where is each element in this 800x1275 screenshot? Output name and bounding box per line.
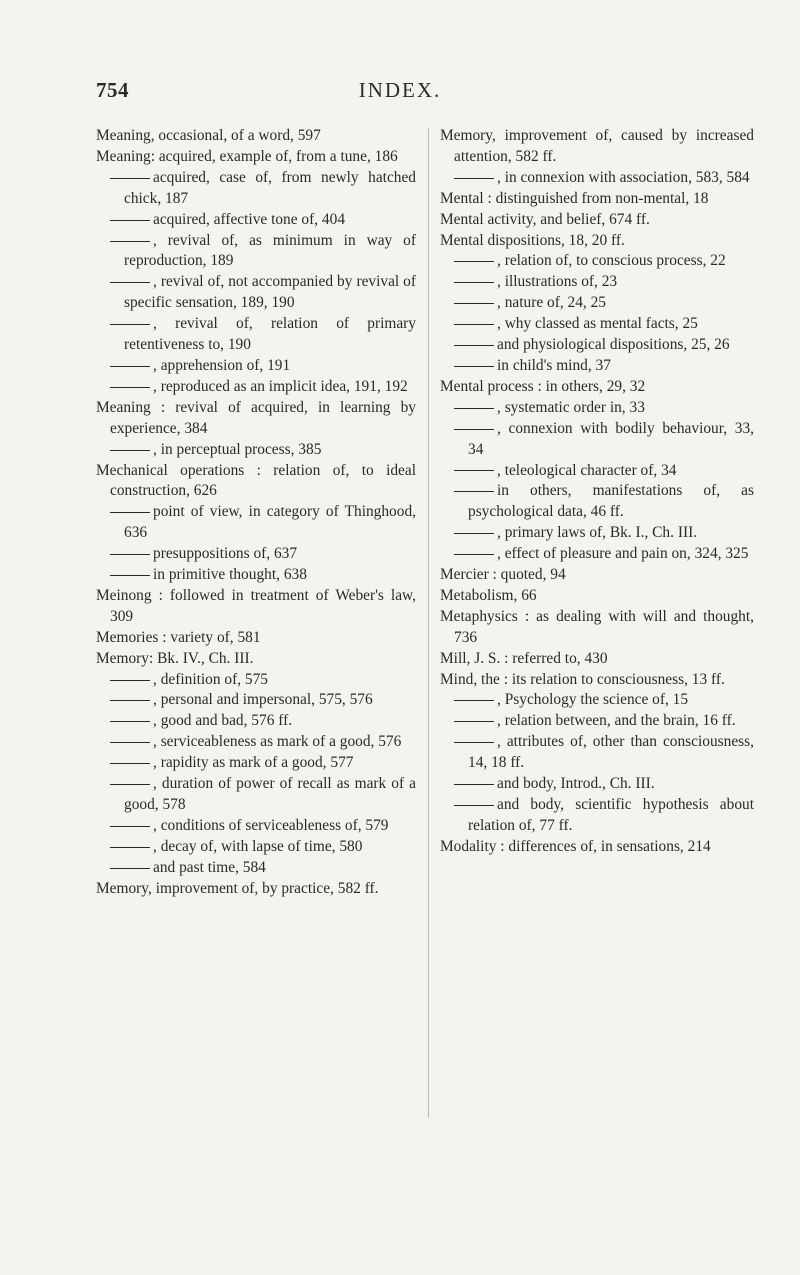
repeat-dash <box>454 554 494 555</box>
index-entry <box>440 523 754 544</box>
repeat-dash <box>454 282 494 283</box>
index-entry <box>440 481 754 523</box>
repeat-dash <box>454 721 494 722</box>
repeat-dash <box>110 826 150 827</box>
index-entry <box>96 816 416 837</box>
index-entry-text: , effect of pleasure and pain on, 324, 325 <box>497 545 749 563</box>
index-entry <box>440 231 754 252</box>
index-entry <box>96 670 416 691</box>
index-entry <box>96 732 416 753</box>
index-entry-text: acquired, case of, from newly hatched chick, 187 <box>124 168 416 207</box>
index-entry <box>96 314 416 356</box>
index-entry-text: Metaphysics : as dealing with will and thought, 736 <box>440 607 754 646</box>
index-entry-text: , reproduced as an implicit idea, 191, 192 <box>153 377 408 395</box>
right-column <box>440 126 754 858</box>
repeat-dash <box>110 387 150 388</box>
index-entry <box>440 398 754 419</box>
repeat-dash <box>454 805 494 806</box>
index-entry <box>96 690 416 711</box>
index-entry <box>440 377 754 398</box>
index-entry-text: Mental process : in others, 29, 32 <box>440 377 646 395</box>
index-entry <box>440 837 754 858</box>
index-entry <box>96 168 416 210</box>
index-entry-text: , illustrations of, 23 <box>497 273 618 291</box>
repeat-dash <box>110 721 150 722</box>
repeat-dash <box>110 282 150 283</box>
index-entry-text: Mechanical operations : relation of, to ideal construction, 626 <box>96 461 416 500</box>
repeat-dash <box>110 847 150 848</box>
page-number: 754 <box>96 78 129 102</box>
index-entry <box>96 544 416 565</box>
repeat-dash <box>110 575 150 576</box>
index-entry <box>96 231 416 273</box>
index-entry <box>96 502 416 544</box>
repeat-dash <box>454 470 494 471</box>
index-entry-text: , definition of, 575 <box>153 670 268 688</box>
index-entry <box>96 879 416 900</box>
repeat-dash <box>454 324 494 325</box>
index-entry <box>440 586 754 607</box>
index-entry <box>96 440 416 461</box>
index-entry <box>440 272 754 293</box>
index-entry <box>96 147 416 168</box>
index-entry-text: , in perceptual process, 385 <box>153 440 322 458</box>
repeat-dash <box>454 784 494 785</box>
index-entry <box>96 461 416 503</box>
index-entry-text: and past time, 584 <box>153 858 266 876</box>
index-entry-text: , Psychology the science of, 15 <box>497 691 689 709</box>
repeat-dash <box>454 742 494 743</box>
index-entry <box>440 607 754 649</box>
index-entry-text: , personal and impersonal, 575, 576 <box>153 691 373 709</box>
index-entry <box>96 398 416 440</box>
index-entry <box>96 377 416 398</box>
index-entry <box>96 126 416 147</box>
index-entry-text: Memory, improvement of, caused by increased attention, 582 ff. <box>440 127 754 165</box>
repeat-dash <box>454 345 494 346</box>
index-entry <box>96 628 416 649</box>
index-entry-text: Mind, the : its relation to consciousness, 13 ff. <box>440 670 725 688</box>
repeat-dash <box>110 700 150 701</box>
repeat-dash <box>454 700 494 701</box>
index-entry-text: in child's mind, 37 <box>497 356 611 374</box>
index-entry <box>440 168 754 189</box>
repeat-dash <box>454 366 494 367</box>
index-entry <box>440 293 754 314</box>
index-entry-text: , rapidity as mark of a good, 577 <box>153 754 354 772</box>
running-title: INDEX. <box>358 78 442 102</box>
index-entry <box>440 711 754 732</box>
index-entry <box>440 210 754 231</box>
index-entry-text: Memory: Bk. IV., Ch. III. <box>96 649 254 667</box>
index-entry-text: , in connexion with association, 583, 584 <box>497 168 750 186</box>
index-entry-text: Mental : distinguished from non-mental, 18 <box>440 189 709 207</box>
index-entry-text: Memories : variety of, 581 <box>96 628 261 646</box>
index-entry-text: , apprehension of, 191 <box>153 356 291 374</box>
index-entry <box>96 774 416 816</box>
repeat-dash <box>454 491 494 492</box>
index-entry <box>440 314 754 335</box>
index-entry-text: , teleological character of, 34 <box>497 461 677 479</box>
index-entry-text: , revival of, not accompanied by revival of specific sensation, 189, 190 <box>124 273 416 312</box>
repeat-dash <box>110 178 150 179</box>
index-entry-text: Mental activity, and belief, 674 ff. <box>440 210 650 228</box>
index-entry <box>440 732 754 774</box>
repeat-dash <box>454 261 494 262</box>
index-entry <box>96 711 416 732</box>
index-entry-text: Modality : differences of, in sensations, 214 <box>440 837 711 855</box>
index-entry-text: Meaning: acquired, example of, from a tune, 186 <box>96 147 398 165</box>
index-entry <box>96 753 416 774</box>
index-entry-text: point of view, in category of Thinghood, 636 <box>124 503 416 542</box>
index-entry <box>440 189 754 210</box>
repeat-dash <box>110 680 150 681</box>
index-entry-text: , connexion with bodily behaviour, 33, 34 <box>468 419 754 458</box>
repeat-dash <box>110 324 150 325</box>
repeat-dash <box>454 429 494 430</box>
index-entry <box>440 565 754 586</box>
index-entry <box>440 356 754 377</box>
repeat-dash <box>110 784 150 785</box>
index-entry-text: , nature of, 24, 25 <box>497 294 606 312</box>
index-entry-text: , duration of power of recall as mark of a good, 578 <box>124 775 416 813</box>
index-entry-text: Mental dispositions, 18, 20 ff. <box>440 231 625 249</box>
index-entry-text: , systematic order in, 33 <box>497 398 645 416</box>
index-entry <box>96 858 416 879</box>
index-entry-text: , relation of, to conscious process, 22 <box>497 252 726 270</box>
repeat-dash <box>110 220 150 221</box>
index-entry-text: presuppositions of, 637 <box>153 545 298 563</box>
repeat-dash <box>110 450 150 451</box>
index-entry <box>96 837 416 858</box>
index-entry-text: acquired, affective tone of, 404 <box>153 210 346 228</box>
index-entry <box>440 795 754 837</box>
index-entry <box>440 419 754 461</box>
index-entry-text: Mercier : quoted, 94 <box>440 566 566 584</box>
index-entry-text: , good and bad, 576 ff. <box>153 712 293 730</box>
index-entry <box>440 690 754 711</box>
repeat-dash <box>110 512 150 513</box>
index-entry <box>96 356 416 377</box>
left-column <box>96 126 416 900</box>
index-entry-text: Meaning : revival of acquired, in learning by experience, 384 <box>96 398 416 437</box>
column-divider <box>428 128 429 1118</box>
repeat-dash <box>110 554 150 555</box>
index-entry-text: , why classed as mental facts, 25 <box>497 315 698 333</box>
index-entry <box>440 544 754 565</box>
index-entry-text: Memory, improvement of, by practice, 582 ff. <box>96 879 379 897</box>
index-entry-text: , relation between, and the brain, 16 ff. <box>497 712 736 730</box>
index-entry-text: and physiological dispositions, 25, 26 <box>497 336 730 354</box>
index-entry <box>96 586 416 628</box>
index-entry-text: Meinong : followed in treatment of Weber's law, 309 <box>96 586 416 625</box>
repeat-dash <box>110 366 150 367</box>
index-entry <box>440 670 754 691</box>
repeat-dash <box>454 408 494 409</box>
index-entry-text: in others, manifestations of, as psychological data, 46 ff. <box>468 482 754 521</box>
repeat-dash <box>110 241 150 242</box>
index-entry-text: Meaning, occasional, of a word, 597 <box>96 127 321 144</box>
page-header <box>0 78 800 110</box>
repeat-dash <box>110 868 150 869</box>
index-entry-text: , revival of, relation of primary retentiveness to, 190 <box>124 315 416 354</box>
index-entry <box>96 210 416 231</box>
index-entry <box>96 272 416 314</box>
index-entry <box>440 126 754 168</box>
index-entry <box>440 774 754 795</box>
index-entry-text: , serviceableness as mark of a good, 576 <box>153 733 402 751</box>
repeat-dash <box>110 763 150 764</box>
index-entry <box>440 251 754 272</box>
index-entry-text: , conditions of serviceableness of, 579 <box>153 816 389 834</box>
index-entry <box>440 461 754 482</box>
index-entry-text: and body, scientific hypothesis about relation of, 77 ff. <box>468 796 754 834</box>
index-entry-text: , primary laws of, Bk. I., Ch. III. <box>497 524 698 542</box>
index-entry <box>440 649 754 670</box>
index-entry-text: , decay of, with lapse of time, 580 <box>153 837 363 855</box>
index-entry-text: in primitive thought, 638 <box>153 566 307 584</box>
index-entry-text: and body, Introd., Ch. III. <box>497 775 655 793</box>
repeat-dash <box>454 533 494 534</box>
index-entry <box>96 649 416 670</box>
repeat-dash <box>110 742 150 743</box>
index-entry <box>440 335 754 356</box>
index-entry-text: Mill, J. S. : referred to, 430 <box>440 649 608 667</box>
repeat-dash <box>454 178 494 179</box>
index-entry-text: , attributes of, other than consciousness, 14, 18 ff. <box>468 733 754 772</box>
index-entry <box>96 565 416 586</box>
index-entry-text: , revival of, as minimum in way of reproduction, 189 <box>124 231 416 270</box>
index-entry-text: Metabolism, 66 <box>440 586 537 604</box>
repeat-dash <box>454 303 494 304</box>
